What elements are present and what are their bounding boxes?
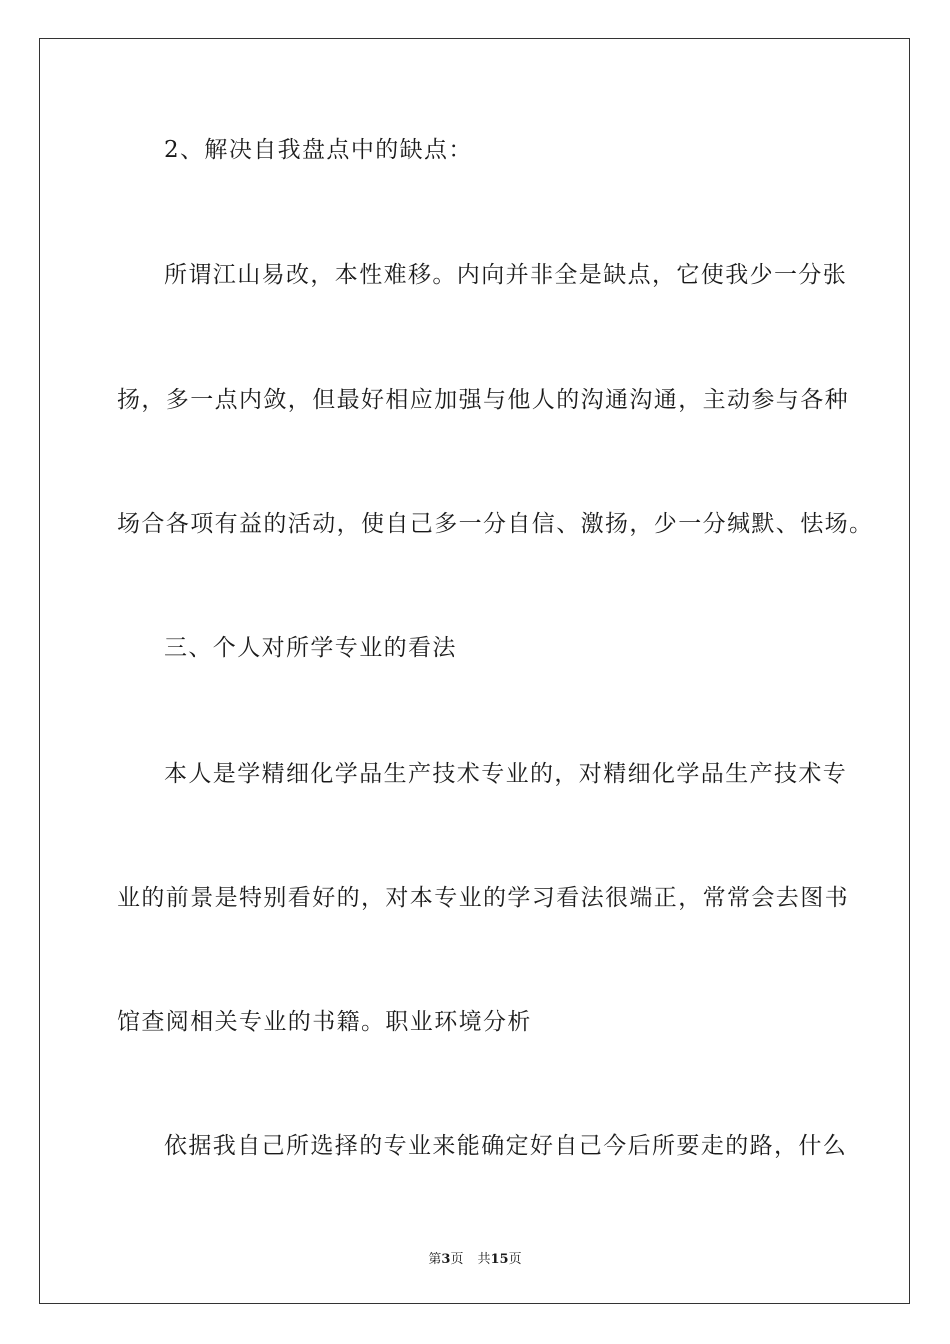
footer-prefix: 第	[428, 1252, 442, 1267]
paragraph-line: 本人是学精细化学品生产技术专业的，对精细化学品生产技术专	[164, 761, 848, 787]
page-border	[39, 38, 910, 1304]
paragraph-line: 扬，多一点内敛，但最好相应加强与他人的沟通沟通，主动参与各种	[117, 387, 849, 413]
paragraph-line: 依据我自己所选择的专业来能确定好自己今后所要走的路，什么	[164, 1133, 848, 1159]
footer-total-prefix: 共	[477, 1252, 491, 1267]
section-heading-2: 2、解决自我盘点中的缺点：	[164, 137, 473, 163]
paragraph-line: 所谓江山易改，本性难移。内向并非全是缺点，它使我少一分张	[164, 262, 848, 288]
page-footer	[0, 1248, 950, 1267]
paragraph-line: 馆查阅相关专业的书籍。职业环境分析	[117, 1009, 532, 1035]
footer-page-word: 页	[450, 1252, 464, 1267]
paragraph-line: 场合各项有益的活动，使自己多一分自信、激扬，少一分缄默、怯场。	[117, 511, 874, 537]
footer-total-suffix: 页	[508, 1252, 522, 1267]
current-page-number: 3	[441, 1252, 451, 1267]
paragraph-line: 业的前景是特别看好的，对本专业的学习看法很端正，常常会去图书	[117, 885, 849, 911]
section-heading-3: 三、个人对所学专业的看法	[164, 635, 457, 661]
total-page-count: 15	[490, 1252, 509, 1267]
